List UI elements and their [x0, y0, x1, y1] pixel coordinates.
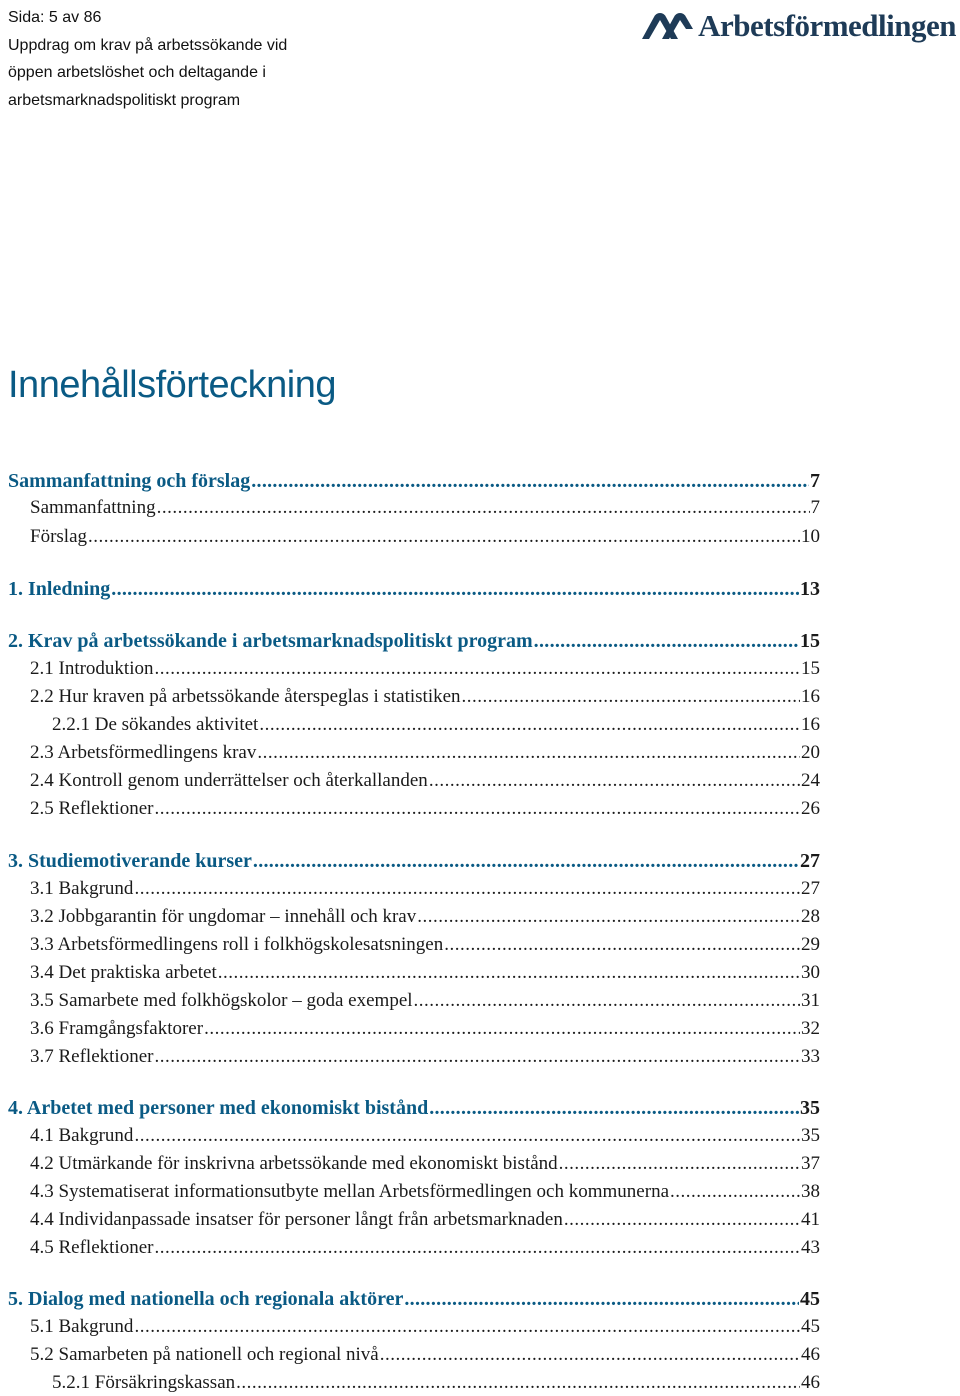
toc-dot-leader — [154, 1046, 800, 1068]
toc-dot-leader — [111, 578, 799, 601]
toc-section-entry[interactable] — [30, 497, 820, 519]
toc-entry-label: 5. Dialog med nationella och regionala aktörer — [8, 1288, 404, 1310]
toc-section-entry[interactable] — [30, 742, 820, 764]
toc-chapter-entry[interactable] — [8, 850, 820, 873]
toc-entry-label: Sammanfattning — [30, 497, 156, 518]
document-header — [8, 4, 287, 114]
toc-page-number: 35 — [801, 1125, 820, 1146]
toc-entry-label: 2.2 Hur kraven på arbetssökande återspeglas i statistiken — [30, 686, 461, 707]
toc-subsubsection-entry[interactable] — [52, 714, 820, 736]
toc-page-number: 15 — [800, 630, 820, 652]
toc-dot-leader — [429, 770, 800, 792]
doc-title-line: Uppdrag om krav på arbetssökande vid — [8, 36, 288, 54]
toc-page-number: 24 — [801, 770, 820, 791]
toc-section-entry[interactable] — [30, 878, 820, 900]
toc-section-entry[interactable] — [30, 1153, 820, 1175]
toc-entry-label: 2. Krav på arbetssökande i arbetsmarknadspolitiskt program — [8, 630, 533, 652]
toc-page-number: 16 — [801, 714, 820, 735]
toc-section-entry[interactable] — [30, 906, 820, 928]
toc-entry-label: 4. Arbetet med personer med ekonomiskt bistånd — [8, 1097, 429, 1119]
toc-entry-label: 2.5 Reflektioner — [30, 798, 154, 819]
toc-title: Innehållsförteckning — [8, 364, 336, 406]
toc-chapter-entry[interactable] — [8, 578, 820, 601]
toc-section-entry[interactable] — [30, 934, 820, 956]
toc-entry-label: 3.1 Bakgrund — [30, 878, 134, 899]
toc-chapter-entry[interactable] — [8, 1097, 820, 1120]
toc-page-number: 31 — [801, 990, 820, 1011]
toc-dot-leader — [444, 934, 800, 956]
toc-entry-label: 1. Inledning — [8, 578, 111, 600]
toc-dot-leader — [564, 1209, 800, 1231]
toc-entry-label: 4.5 Reflektioner — [30, 1237, 154, 1258]
toc-page-number: 38 — [801, 1181, 820, 1202]
toc-page-number: 43 — [801, 1237, 820, 1258]
toc-section-entry[interactable] — [30, 1209, 820, 1231]
toc-entry-label: 4.4 Individanpassade insatser för personer långt från arbetsmarknaden — [30, 1209, 563, 1230]
toc-dot-leader — [88, 526, 800, 548]
toc-section-entry[interactable] — [30, 962, 820, 984]
toc-section-entry[interactable] — [30, 526, 820, 548]
toc-page-number: 7 — [810, 497, 820, 518]
toc-entry-label: 2.2.1 De sökandes aktivitet — [52, 714, 259, 735]
toc-dot-leader — [218, 962, 800, 984]
toc-entry-label: 2.4 Kontroll genom underrättelser och återkallanden — [30, 770, 428, 791]
toc-dot-leader — [414, 990, 800, 1012]
toc-page-number: 30 — [801, 962, 820, 983]
toc-entry-label: 3.5 Samarbete med folkhögskolor – goda exempel — [30, 990, 413, 1011]
toc-dot-leader — [380, 1344, 800, 1366]
toc-dot-leader — [429, 1097, 799, 1120]
toc-dot-leader — [236, 1372, 800, 1394]
toc-entry-label: 4.2 Utmärkande för inskrivna arbetssökande med ekonomiskt bistånd — [30, 1153, 558, 1174]
toc-section-entry[interactable] — [30, 1018, 820, 1040]
toc-dot-leader — [157, 497, 810, 519]
toc-page-number: 13 — [800, 578, 820, 600]
toc-dot-leader — [670, 1181, 800, 1203]
toc-page-number: 7 — [810, 470, 820, 492]
toc-dot-leader — [204, 1018, 800, 1040]
toc-dot-leader — [534, 630, 799, 653]
arbetsformedlingen-logo — [640, 6, 956, 46]
toc-section-entry[interactable] — [30, 1237, 820, 1259]
toc-section-entry[interactable] — [30, 770, 820, 792]
toc-section-entry[interactable] — [30, 658, 820, 680]
toc-entry-label: 3.2 Jobbgarantin för ungdomar – innehåll och krav — [30, 906, 417, 927]
toc-entry-label: 5.1 Bakgrund — [30, 1316, 134, 1337]
toc-section-entry[interactable] — [30, 1316, 820, 1338]
toc-dot-leader — [259, 714, 800, 736]
toc-page-number: 16 — [801, 686, 820, 707]
toc-entry-label: Förslag — [30, 526, 87, 547]
toc-entry-label: 2.3 Arbetsförmedlingens krav — [30, 742, 257, 763]
toc-chapter-entry[interactable] — [8, 630, 820, 653]
toc-page-number: 27 — [800, 850, 820, 872]
toc-page-number: 32 — [801, 1018, 820, 1039]
toc-section-entry[interactable] — [30, 990, 820, 1012]
doc-title-line: öppen arbetslöshet och deltagande i — [8, 64, 266, 81]
toc-dot-leader — [251, 470, 809, 493]
page-info: Sida: 5 av 86 — [8, 9, 102, 26]
toc-page-number: 41 — [801, 1209, 820, 1230]
toc-page-number: 29 — [801, 934, 820, 955]
toc-dot-leader — [154, 1237, 800, 1259]
toc-page-number: 46 — [801, 1372, 820, 1393]
toc-subsubsection-entry[interactable] — [52, 1372, 820, 1394]
toc-page-number: 45 — [800, 1288, 820, 1310]
arbetsformedlingen-logo-icon — [640, 11, 694, 41]
toc-entry-label: 4.3 Systematiserat informationsutbyte mellan Arbetsförmedlingen och kommunerna — [30, 1181, 669, 1202]
toc-dot-leader — [417, 906, 800, 928]
toc-page-number: 33 — [801, 1046, 820, 1067]
logo-wordmark: Arbetsförmedlingen — [698, 8, 956, 43]
toc-entry-label: 3. Studiemotiverande kurser — [8, 850, 252, 872]
toc-dot-leader — [462, 686, 800, 708]
toc-dot-leader — [155, 658, 801, 680]
toc-dot-leader — [134, 1125, 800, 1147]
toc-dot-leader — [404, 1288, 799, 1311]
toc-section-entry[interactable] — [30, 1181, 820, 1203]
toc-page-number: 37 — [801, 1153, 820, 1174]
toc-dot-leader — [134, 878, 800, 900]
toc-page-number: 26 — [801, 798, 820, 819]
toc-page-number: 45 — [801, 1316, 820, 1337]
toc-section-entry[interactable] — [30, 1344, 820, 1366]
toc-page-number: 15 — [801, 658, 820, 679]
toc-page-number: 46 — [801, 1344, 820, 1365]
toc-entry-label: 4.1 Bakgrund — [30, 1125, 134, 1146]
toc-page-number: 28 — [801, 906, 820, 927]
toc-dot-leader — [559, 1153, 800, 1175]
toc-page-number: 10 — [801, 526, 820, 547]
toc-dot-leader — [253, 850, 799, 873]
toc-dot-leader — [134, 1316, 800, 1338]
toc-entry-label: 5.2 Samarbeten på nationell och regional nivå — [30, 1344, 379, 1365]
toc-section-entry[interactable] — [30, 686, 820, 708]
toc-section-entry[interactable] — [30, 798, 820, 820]
toc-page-number: 20 — [801, 742, 820, 763]
toc-page-number: 27 — [801, 878, 820, 899]
doc-title-line: arbetsmarknadspolitiskt program — [8, 91, 241, 109]
toc-entry-label: 3.6 Framgångsfaktorer — [30, 1018, 204, 1039]
toc-dot-leader — [154, 798, 800, 820]
toc-entry-label: 3.3 Arbetsförmedlingens roll i folkhögskolesatsningen — [30, 934, 444, 955]
toc-entry-label: Sammanfattning och förslag — [8, 470, 251, 492]
toc-section-entry[interactable] — [30, 1046, 820, 1068]
toc-entry-label: 3.7 Reflektioner — [30, 1046, 154, 1067]
toc-entry-label: 3.4 Det praktiska arbetet — [30, 962, 217, 983]
toc-chapter-entry[interactable] — [8, 1288, 820, 1311]
toc-chapter-entry[interactable] — [8, 470, 820, 493]
toc-dot-leader — [257, 742, 800, 764]
toc-entry-label: 5.2.1 Försäkringskassan — [52, 1372, 236, 1393]
toc-page-number: 35 — [800, 1097, 820, 1119]
toc-section-entry[interactable] — [30, 1125, 820, 1147]
toc-entry-label: 2.1 Introduktion — [30, 658, 154, 679]
